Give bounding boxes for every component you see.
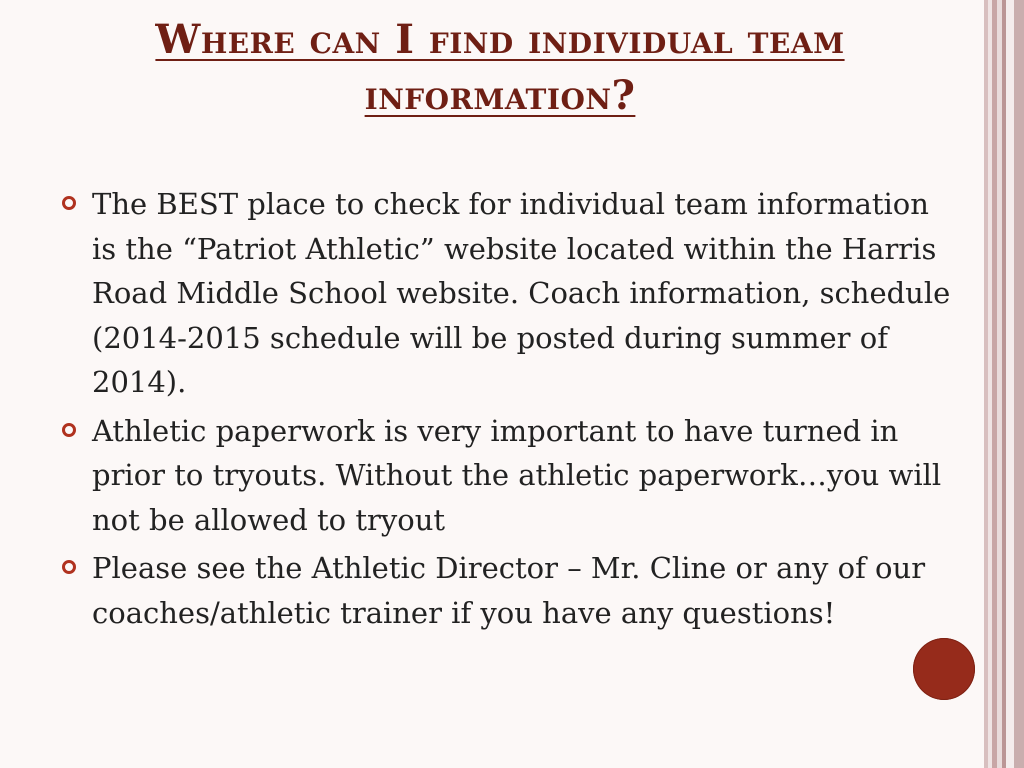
bullet-item <box>62 546 962 635</box>
bullet-text: Please see the Athletic Director – Mr. Cline or any of our coaches/athletic trainer if you have any questions! <box>92 551 926 630</box>
ring-bullet-icon <box>62 196 76 210</box>
decorative-stripe <box>1006 0 1014 768</box>
bullet-item <box>62 409 962 543</box>
bullet-item <box>62 182 962 405</box>
decorative-stripe <box>1014 0 1024 768</box>
bullet-list <box>62 182 962 639</box>
bullet-text: Athletic paperwork is very important to have turned in prior to tryouts. Without the athletic paperwork…you will not be allowed to tryout <box>92 413 942 537</box>
slide-title: Where can I find individual team information? <box>155 16 845 119</box>
ring-bullet-icon <box>62 423 76 437</box>
bullet-text: The BEST place to check for individual team information is the “Patriot Athletic” website located within the Harris Road Middle School website. Coach information, schedule (2014-2015 schedule will be posted during summer of 2014). <box>92 187 951 399</box>
circle-decoration <box>913 638 975 700</box>
ring-bullet-icon <box>62 560 76 574</box>
